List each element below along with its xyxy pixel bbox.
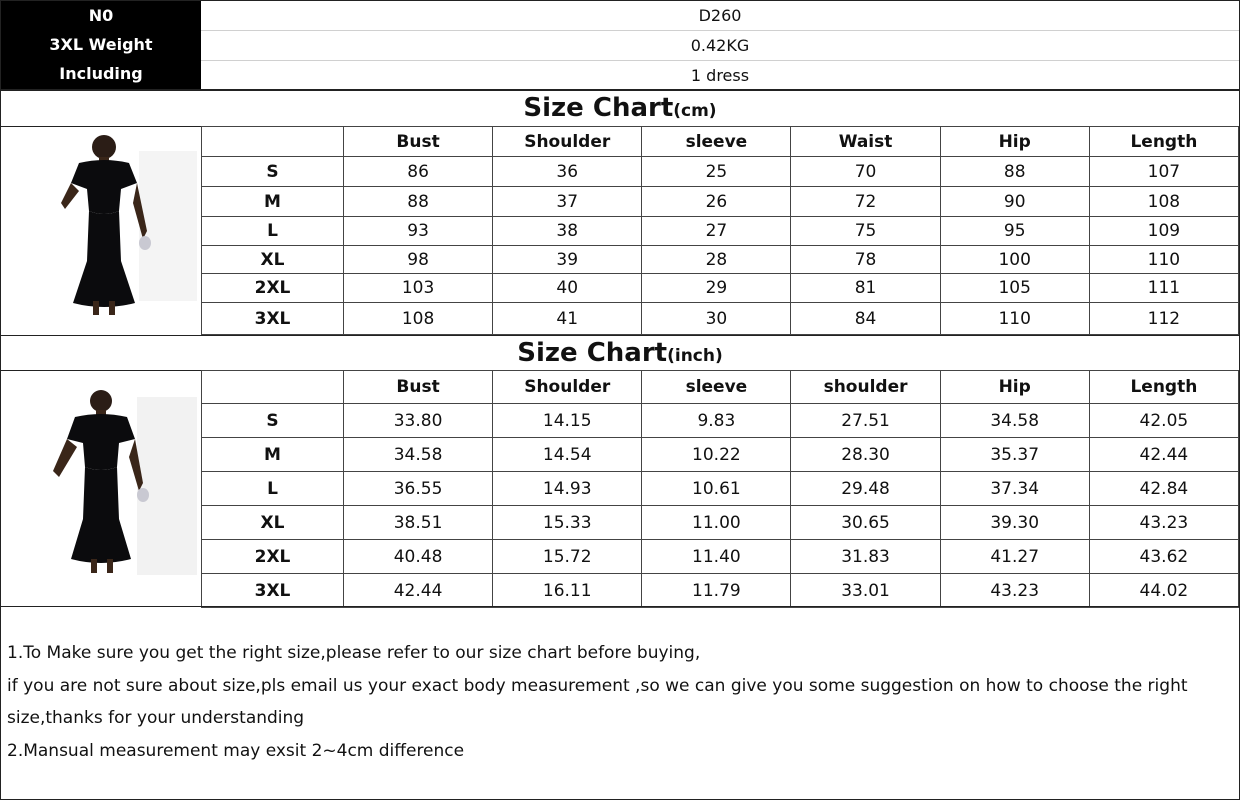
table-cell: 41 [493,303,642,335]
size-label: 2XL [202,540,344,574]
table-cell: 75 [791,217,940,246]
table-cell: 108 [1089,187,1238,217]
dress-photo-icon [9,131,199,317]
table-cell: 9.83 [642,404,791,438]
title-unit: (inch) [667,346,723,366]
table-cell: 30.65 [791,506,940,540]
table-cell: 112 [1089,303,1238,335]
table-cell: 37 [493,187,642,217]
table-row [202,246,1239,274]
table-cell: 70 [791,157,940,187]
column-header: Waist [791,127,940,157]
title-text: Size Chart [517,338,668,368]
table-header-row [202,127,1239,157]
size-label: S [202,404,344,438]
table-cell: 72 [791,187,940,217]
table-cell: 14.93 [493,472,642,506]
table-cell: 88 [940,157,1089,187]
size-label: S [202,157,344,187]
table-cell: 81 [791,274,940,303]
column-header: shoulder [791,371,940,404]
table-cell: 78 [791,246,940,274]
table-row [202,404,1239,438]
table-cell: 88 [344,187,493,217]
table-row [202,274,1239,303]
table-cell: 37.34 [940,472,1089,506]
column-header: Hip [940,371,1089,404]
table-row [202,157,1239,187]
table-cell: 29 [642,274,791,303]
table-cell: 93 [344,217,493,246]
table-cell: 36 [493,157,642,187]
divider [1,606,1239,607]
table-row [202,187,1239,217]
size-label: M [202,438,344,472]
table-cell: 42.05 [1089,404,1238,438]
table-cell: 14.54 [493,438,642,472]
table-cell: 41.27 [940,540,1089,574]
table-cell: 29.48 [791,472,940,506]
column-header: Length [1089,127,1238,157]
table-cell: 44.02 [1089,574,1238,608]
table-cell: 42.44 [344,574,493,608]
column-header: Bust [344,371,493,404]
table-cell: 33.01 [791,574,940,608]
notes [7,637,1227,767]
column-header: Shoulder [493,127,642,157]
table-cell: 38 [493,217,642,246]
table-header-row [202,371,1239,404]
table-cell: 43.23 [1089,506,1238,540]
table-cell: 15.33 [493,506,642,540]
table-cell: 10.22 [642,438,791,472]
table-cell: 11.00 [642,506,791,540]
table-cell: 34.58 [344,438,493,472]
note-line: size,thanks for your understanding [7,708,305,728]
table-cell: 105 [940,274,1089,303]
note-line: 2.Mansual measurement may exsit 2~4cm difference [7,740,465,761]
table-cell: 11.79 [642,574,791,608]
info-label-no: N0 [88,6,114,25]
table-row [202,303,1239,335]
table-cell: 35.37 [940,438,1089,472]
table-cell: 98 [344,246,493,274]
size-chart-cm-title [1,90,1239,126]
table-cell: 109 [1089,217,1238,246]
table-cell: 39 [493,246,642,274]
column-header: Shoulder [493,371,642,404]
table-row [202,217,1239,246]
table-cell: 95 [940,217,1089,246]
info-label-including: Including [59,64,143,83]
table-cell: 27 [642,217,791,246]
size-label: 2XL [202,274,344,303]
table-cell: 110 [940,303,1089,335]
table-cell: 11.40 [642,540,791,574]
table-row [202,574,1239,608]
table-cell: 33.80 [344,404,493,438]
table-cell: 15.72 [493,540,642,574]
column-header: Hip [940,127,1089,157]
size-table-inch [201,370,1239,608]
table-cell: 86 [344,157,493,187]
column-header: sleeve [642,127,791,157]
table-cell: 38.51 [344,506,493,540]
note-line: 1.To Make sure you get the right size,please refer to our size chart before buying, [7,643,701,663]
dress-photo-icon [9,387,199,575]
table-row [202,506,1239,540]
info-value-including: 1 dress [690,66,750,85]
table-cell: 16.11 [493,574,642,608]
table-cell: 42.84 [1089,472,1238,506]
size-label: XL [202,246,344,274]
size-label: 3XL [202,574,344,608]
info-labels [1,1,201,89]
table-cell: 28 [642,246,791,274]
table-cell: 28.30 [791,438,940,472]
size-label: L [202,472,344,506]
table-cell: 43.23 [940,574,1089,608]
column-header [202,127,344,157]
table-cell: 25 [642,157,791,187]
size-label: 3XL [202,303,344,335]
table-cell: 43.62 [1089,540,1238,574]
column-header [202,371,344,404]
table-cell: 27.51 [791,404,940,438]
column-header: sleeve [642,371,791,404]
table-cell: 103 [344,274,493,303]
table-cell: 100 [940,246,1089,274]
info-values [201,1,1239,89]
table-row [202,540,1239,574]
size-chart-inch-title [1,336,1239,370]
table-cell: 111 [1089,274,1238,303]
title-text: Size Chart [523,93,674,123]
title-unit: (cm) [673,101,717,121]
table-cell: 39.30 [940,506,1089,540]
size-table-cm [201,126,1239,335]
size-label: M [202,187,344,217]
table-cell: 31.83 [791,540,940,574]
table-cell: 84 [791,303,940,335]
table-cell: 110 [1089,246,1238,274]
table-cell: 40.48 [344,540,493,574]
table-row [202,472,1239,506]
table-cell: 40 [493,274,642,303]
note-line: if you are not sure about size,pls email us your exact body measurement ,so we can give you some suggestion on how to choose the right [7,675,1188,696]
table-cell: 30 [642,303,791,335]
product-info [1,1,1239,89]
column-header: Length [1089,371,1238,404]
info-value-no: D260 [201,1,1239,31]
table-row [202,438,1239,472]
table-cell: 34.58 [940,404,1089,438]
table-cell: 107 [1089,157,1238,187]
size-label: L [202,217,344,246]
table-cell: 14.15 [493,404,642,438]
size-label: XL [202,506,344,540]
table-cell: 10.61 [642,472,791,506]
info-value-weight: 0.42KG [201,31,1239,61]
info-label-weight: 3XL Weight [49,35,153,54]
table-cell: 42.44 [1089,438,1238,472]
column-header: Bust [344,127,493,157]
table-cell: 108 [344,303,493,335]
table-cell: 36.55 [344,472,493,506]
table-cell: 26 [642,187,791,217]
table-cell: 90 [940,187,1089,217]
